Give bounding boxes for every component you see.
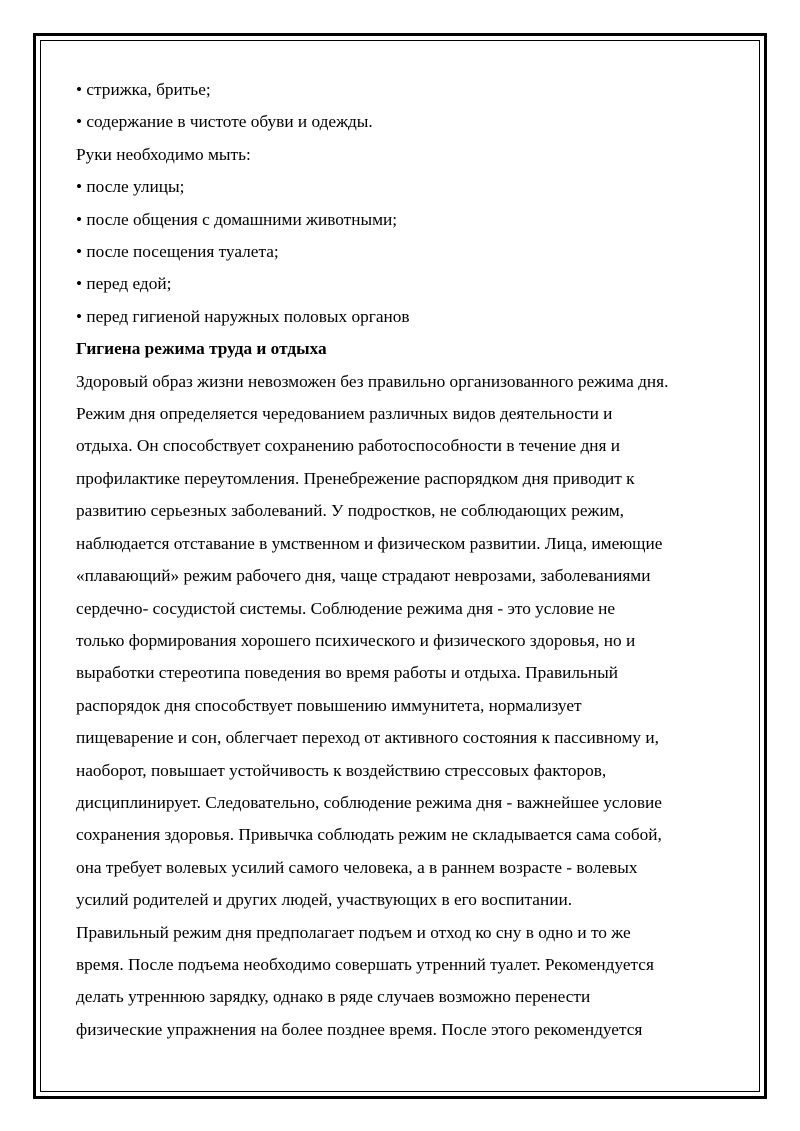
paragraph-line: «плавающий» режим рабочего дня, чаще страдают неврозами, заболеваниями: [76, 566, 651, 586]
paragraph-line: дисциплинирует. Следовательно, соблюдение режима дня - важнейшее условие: [76, 792, 662, 812]
document-body: [76, 74, 726, 1046]
paragraph-line: развитию серьезных заболеваний. У подростков, не соблюдающих режим,: [76, 501, 625, 521]
paragraph-line: выработки стереотипа поведения во время работы и отдыха. Правильный: [76, 663, 618, 683]
bullet-item: • после посещения туалета;: [76, 242, 279, 262]
paragraph-line: она требует волевых усилий самого человека, а в раннем возрасте - волевых: [76, 857, 638, 877]
bullet-item: • после общения с домашними животными;: [76, 209, 398, 229]
paragraph-line: делать утреннюю зарядку, однако в ряде случаев возможно перенести: [76, 987, 591, 1007]
paragraph-line: наблюдается отставание в умственном и физическом развитии. Лица, имеющие: [76, 533, 663, 553]
section-heading: Гигиена режима труда и отдыха: [76, 339, 327, 359]
paragraph-line: пищеварение и сон, облегчает переход от активного состояния к пассивному и,: [76, 728, 659, 748]
paragraph-line: усилий родителей и других людей, участвующих в его воспитании.: [76, 890, 573, 910]
paragraph-line: распорядок дня способствует повышению иммунитета, нормализует: [76, 695, 582, 715]
paragraph-line: Здоровый образ жизни невозможен без правильно организованного режима дня.: [76, 371, 669, 391]
paragraph-line: наоборот, повышает устойчивость к воздействию стрессовых факторов,: [76, 760, 607, 780]
paragraph-line: сохранения здоровья. Привычка соблюдать режим не складывается сама собой,: [76, 825, 662, 845]
paragraph-line: время. После подъема необходимо совершать утренний туалет. Рекомендуется: [76, 954, 654, 974]
paragraph-line: отдыха. Он способствует сохранению работоспособности в течение дня и: [76, 436, 621, 456]
paragraph-line: физические упражнения на более позднее время. После этого рекомендуется: [76, 1019, 643, 1039]
paragraph-line: Правильный режим дня предполагает подъем и отход ко сну в одно и то же: [76, 922, 631, 942]
paragraph-line: сердечно- сосудистой системы. Соблюдение режима дня - это условие не: [76, 598, 616, 618]
paragraph-line: только формирования хорошего психического и физического здоровья, но и: [76, 630, 636, 650]
bullet-item: • содержание в чистоте обуви и одежды.: [76, 112, 373, 132]
bullet-item: • перед гигиеной наружных половых органов: [76, 306, 410, 326]
bullet-item: • перед едой;: [76, 274, 172, 294]
hands-intro-text: Руки необходимо мыть:: [76, 144, 251, 164]
bullet-item: • после улицы;: [76, 177, 185, 197]
bullet-item: • стрижка, бритье;: [76, 80, 211, 99]
paragraph-line: профилактике переутомления. Пренебрежение распорядком дня приводит к: [76, 468, 635, 488]
paragraph-line: Режим дня определяется чередованием различных видов деятельности и: [76, 404, 613, 424]
